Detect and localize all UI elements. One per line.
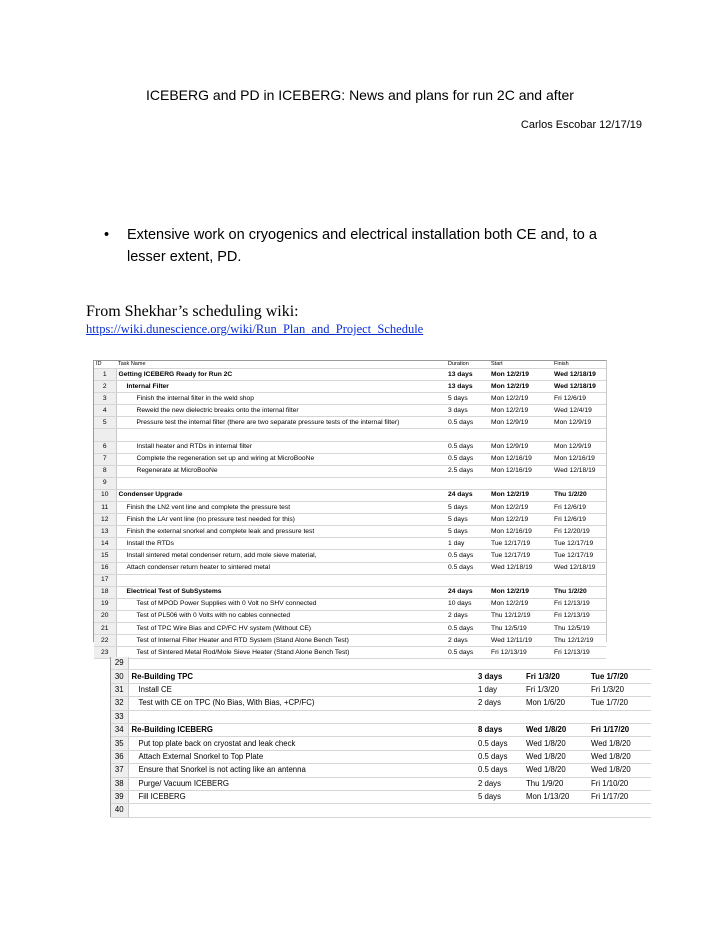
cell-duration [446,574,489,586]
cell-finish: Tue 1/7/20 [588,670,651,683]
cell-id: 13 [94,526,116,538]
table-row [94,635,606,647]
cell-task: Test of TPC Wire Bias and CP/FC HV system (Without CE) [116,622,446,634]
cell-id: 23 [94,647,116,659]
cell-id: 34 [111,723,128,736]
cell-task: Finish the LN2 vent line and complete the pressure test [116,502,446,514]
cell-finish: Fri 12/13/19 [552,598,606,610]
cell-finish: Wed 12/4/19 [552,405,606,417]
cell-duration: 2 days [475,697,523,710]
cell-duration: 13 days [446,381,489,393]
author-date-line: Carlos Escobar 12/17/19 [520,119,642,131]
cell-task: Test of PL506 with 0 Volts with no cables connected [116,610,446,622]
table-row [94,598,606,610]
cell-id: 29 [111,657,128,670]
cell-start: Mon 12/2/19 [489,393,552,405]
cell-id: 4 [94,405,116,417]
cell-start: Tue 12/17/19 [489,538,552,550]
cell-finish: Thu 1/2/20 [552,489,606,501]
cell-task: Pressure test the internal filter (there are two separate pressure tests of the internal filter) [116,417,446,429]
bullet-icon: • [104,227,110,243]
cell-finish: Fri 1/10/20 [588,777,651,790]
cell-finish: Fri 12/6/19 [552,514,606,526]
cell-task: Test of Sintered Metal Rod/Mole Sieve Heater (Stand Alone Bench Test) [116,647,446,659]
cell-finish [588,657,651,670]
cell-duration: 5 days [446,502,489,514]
cell-finish: Mon 12/16/19 [552,453,606,465]
cell-task: Finish the external snorkel and complete leak and pressure test [116,526,446,538]
cell-task: Attach condenser return heater to sintered metal [116,562,446,574]
cell-duration: 5 days [446,514,489,526]
cell-id: 40 [111,804,128,817]
cell-finish: Fri 12/20/19 [552,526,606,538]
cell-id: 2 [94,381,116,393]
table-row [111,750,651,763]
table-row [94,369,606,381]
cell-start: Fri 1/3/20 [523,670,588,683]
cell-finish [552,477,606,489]
cell-finish: Wed 1/8/20 [588,764,651,777]
cell-id: 8 [94,465,116,477]
table-row [111,764,651,777]
cell-task: Finish the internal filter in the weld shop [116,393,446,405]
cell-task [128,804,475,817]
cell-duration [446,477,489,489]
cell-duration: 0.5 days [446,622,489,634]
cell-duration: 0.5 days [475,764,523,777]
cell-finish: Tue 12/17/19 [552,550,606,562]
cell-duration [446,429,489,441]
cell-finish: Mon 12/9/19 [552,417,606,429]
table-row [94,502,606,514]
table-row [94,562,606,574]
cell-id: 18 [94,586,116,598]
table-row [111,790,651,803]
cell-duration: 2 days [446,635,489,647]
cell-id: 33 [111,710,128,723]
cell-id: 11 [94,502,116,514]
cell-start: Thu 1/9/20 [523,777,588,790]
cell-start: Fri 1/3/20 [523,683,588,696]
cell-task: Install CE [128,683,475,696]
cell-finish: Fri 12/13/19 [552,647,606,659]
cell-duration: 3 days [446,405,489,417]
cell-task: Condenser Upgrade [116,489,446,501]
cell-task: Purge/ Vacuum ICEBERG [128,777,475,790]
table-row [94,526,606,538]
table-row [94,429,606,441]
table-row [94,441,606,453]
cell-task: Test of MPOD Power Supplies with 0 Volt no SHV connected [116,598,446,610]
cell-task: Reweld the new dielectric breaks onto the internal filter [116,405,446,417]
cell-finish: Wed 12/18/19 [552,369,606,381]
schedule-table-2 [110,657,651,817]
header-start: Start [489,361,552,369]
header-id: ID [94,361,116,369]
cell-finish: Fri 12/13/19 [552,610,606,622]
cell-start: Mon 12/2/19 [489,502,552,514]
table-row [111,683,651,696]
cell-duration: 5 days [446,393,489,405]
cell-duration: 1 day [475,683,523,696]
cell-duration: 1 day [446,538,489,550]
cell-duration: 2 days [446,610,489,622]
cell-task [128,710,475,723]
cell-id: 6 [94,441,116,453]
table-row [111,710,651,723]
cell-id: 20 [94,610,116,622]
cell-task: Regenerate at MicroBooNe [116,465,446,477]
cell-id: 16 [94,562,116,574]
table-row [94,586,606,598]
document-title: ICEBERG and PD in ICEBERG: News and plans for run 2C and after [146,87,574,103]
cell-start: Wed 1/8/20 [523,737,588,750]
cell-start: Wed 1/8/20 [523,764,588,777]
cell-start: Thu 12/12/19 [489,610,552,622]
cell-start [489,574,552,586]
cell-id [94,429,116,441]
cell-id: 7 [94,453,116,465]
cell-id: 30 [111,670,128,683]
cell-task: Attach External Snorkel to Top Plate [128,750,475,763]
table-row [94,622,606,634]
cell-start: Wed 12/18/19 [489,562,552,574]
header-task: Task Name [116,361,446,369]
cell-start: Mon 1/6/20 [523,697,588,710]
cell-id: 37 [111,764,128,777]
cell-start: Mon 12/16/19 [489,453,552,465]
table-row [94,453,606,465]
cell-duration: 0.5 days [475,737,523,750]
cell-finish: Wed 1/8/20 [588,737,651,750]
cell-task: Install heater and RTDs in internal filter [116,441,446,453]
cell-finish: Thu 12/12/19 [552,635,606,647]
cell-finish: Thu 1/2/20 [552,586,606,598]
table-row [94,393,606,405]
cell-duration: 2 days [475,777,523,790]
cell-finish: Wed 1/8/20 [588,750,651,763]
cell-finish [552,429,606,441]
table-row [94,417,606,429]
cell-start: Mon 12/16/19 [489,526,552,538]
table-row [111,723,651,736]
cell-finish: Wed 12/18/19 [552,562,606,574]
cell-start [523,710,588,723]
cell-id: 15 [94,550,116,562]
cell-id: 39 [111,790,128,803]
cell-finish: Tue 12/17/19 [552,538,606,550]
cell-duration: 0.5 days [446,453,489,465]
cell-task: Internal Filter [116,381,446,393]
cell-finish: Thu 12/5/19 [552,622,606,634]
cell-task: Fill ICEBERG [128,790,475,803]
cell-id: 32 [111,697,128,710]
table-row [111,737,651,750]
cell-task: Electrical Test of SubSystems [116,586,446,598]
cell-start: Mon 12/2/19 [489,369,552,381]
cell-task: Re-Building ICEBERG [128,723,475,736]
bullet-text: Extensive work on cryogenics and electrical installation both CE and, to a lesser extent, PD. [127,227,597,265]
cell-id: 19 [94,598,116,610]
cell-duration [475,657,523,670]
table-row [111,670,651,683]
cell-duration: 5 days [446,526,489,538]
cell-start: Mon 12/9/19 [489,441,552,453]
cell-duration: 5 days [475,790,523,803]
cell-task: Re-Building TPC [128,670,475,683]
table-row [94,574,606,586]
cell-start: Wed 1/8/20 [523,723,588,736]
cell-id: 36 [111,750,128,763]
table-row [94,538,606,550]
table-row [111,657,651,670]
cell-id: 35 [111,737,128,750]
cell-finish: Fri 12/6/19 [552,502,606,514]
cell-id: 9 [94,477,116,489]
cell-start: Tue 12/17/19 [489,550,552,562]
cell-task: Put top plate back on cryostat and leak check [128,737,475,750]
cell-duration: 24 days [446,489,489,501]
cell-duration: 2.5 days [446,465,489,477]
cell-finish: Wed 12/18/19 [552,381,606,393]
cell-finish: Fri 1/17/20 [588,723,651,736]
cell-start: Mon 12/2/19 [489,405,552,417]
cell-task: Complete the regeneration set up and wiring at MicroBooNe [116,453,446,465]
cell-start: Mon 1/13/20 [523,790,588,803]
schedule-wiki-link[interactable]: https://wiki.dunescience.org/wiki/Run_Plan_and_Project_Schedule [86,322,424,336]
table-row [94,550,606,562]
table-header-row [94,361,606,369]
cell-duration: 0.5 days [446,441,489,453]
cell-duration: 24 days [446,586,489,598]
cell-finish [552,574,606,586]
cell-id: 21 [94,622,116,634]
cell-finish [588,804,651,817]
cell-task: Getting ICEBERG Ready for Run 2C [116,369,446,381]
cell-start: Mon 12/16/19 [489,465,552,477]
cell-task: Install sintered metal condenser return, add mole sieve material, [116,550,446,562]
cell-start: Wed 12/11/19 [489,635,552,647]
table-row [94,477,606,489]
cell-id: 1 [94,369,116,381]
cell-start: Mon 12/2/19 [489,586,552,598]
cell-start: Mon 12/2/19 [489,514,552,526]
cell-duration [475,710,523,723]
cell-start: Mon 12/2/19 [489,489,552,501]
source-caption: From Shekhar’s scheduling wiki: [86,303,299,320]
cell-duration: 0.5 days [446,647,489,659]
cell-finish [588,710,651,723]
cell-id: 12 [94,514,116,526]
cell-duration: 0.5 days [446,550,489,562]
cell-finish: Fri 1/17/20 [588,790,651,803]
cell-duration: 3 days [475,670,523,683]
cell-start [489,429,552,441]
cell-id: 14 [94,538,116,550]
table-row [94,405,606,417]
table-row [94,465,606,477]
header-duration: Duration [446,361,489,369]
cell-finish: Tue 1/7/20 [588,697,651,710]
table-row [111,697,651,710]
cell-start: Mon 12/2/19 [489,598,552,610]
cell-start [489,477,552,489]
cell-duration: 0.5 days [446,562,489,574]
table-row [111,804,651,817]
cell-task [128,657,475,670]
table-row [111,777,651,790]
cell-id: 10 [94,489,116,501]
cell-duration [475,804,523,817]
cell-id: 3 [94,393,116,405]
table-row [94,514,606,526]
schedule-table-1 [93,360,607,656]
table-row [94,489,606,501]
cell-finish: Mon 12/9/19 [552,441,606,453]
cell-task: Test of Internal Filter Heater and RTD System (Stand Alone Bench Test) [116,635,446,647]
table-row [94,610,606,622]
cell-start: Mon 12/2/19 [489,381,552,393]
cell-start: Mon 12/9/19 [489,417,552,429]
cell-duration: 8 days [475,723,523,736]
cell-duration: 10 days [446,598,489,610]
cell-task: Install the RTDs [116,538,446,550]
cell-id: 17 [94,574,116,586]
cell-duration: 0.5 days [475,750,523,763]
cell-start: Fri 12/13/19 [489,647,552,659]
table-row [94,381,606,393]
cell-id: 31 [111,683,128,696]
cell-task [116,574,446,586]
cell-duration: 0.5 days [446,417,489,429]
cell-task: Test with CE on TPC (No Bias, With Bias, +CP/FC) [128,697,475,710]
cell-finish: Wed 12/18/19 [552,465,606,477]
cell-id: 38 [111,777,128,790]
cell-task [116,477,446,489]
cell-id: 5 [94,417,116,429]
cell-start: Wed 1/8/20 [523,750,588,763]
cell-task: Finish the LAr vent line (no pressure test needed for this) [116,514,446,526]
cell-task [116,429,446,441]
cell-start [523,804,588,817]
cell-task: Ensure that Snorkel is not acting like an antenna [128,764,475,777]
cell-finish: Fri 12/6/19 [552,393,606,405]
header-finish: Finish [552,361,606,369]
cell-start [523,657,588,670]
cell-start: Thu 12/5/19 [489,622,552,634]
cell-id: 22 [94,635,116,647]
cell-finish: Fri 1/3/20 [588,683,651,696]
cell-duration: 13 days [446,369,489,381]
